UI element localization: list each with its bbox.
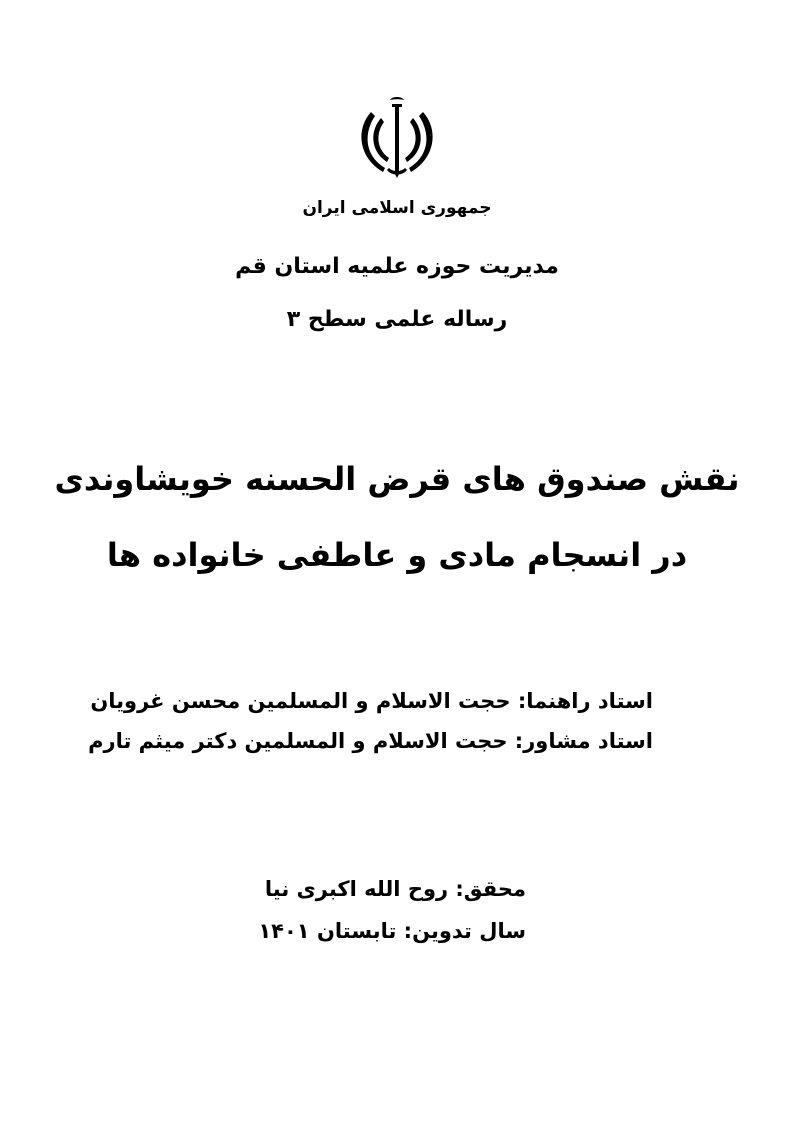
iran-emblem-icon	[357, 96, 437, 180]
country-name: جمهوری اسلامی ایران	[302, 198, 492, 218]
thesis-level: رساله علمی سطح ۳	[286, 307, 508, 332]
seminary-administration: مدیریت حوزه علمیه استان قم	[235, 254, 559, 279]
advisors-block	[88, 681, 653, 761]
researcher-line: محقق: روح الله اکبری نیا	[264, 877, 526, 901]
supervisor-line: استاد راهنما: حجت الاسلام و المسلمین محسن غرویان	[90, 689, 653, 713]
consultant-line: استاد مشاور: حجت الاسلام و المسلمین دکتر میثم تارم	[88, 729, 653, 753]
compilation-year-line: سال تدوین: تابستان ۱۴۰۱	[258, 919, 526, 943]
thesis-title-line-1: نقش صندوق های قرض الحسنه خویشاوندی	[54, 460, 740, 498]
author-block	[226, 868, 526, 952]
thesis-title-line-2: در انسجام مادی و عاطفی خانواده ها	[106, 536, 688, 574]
